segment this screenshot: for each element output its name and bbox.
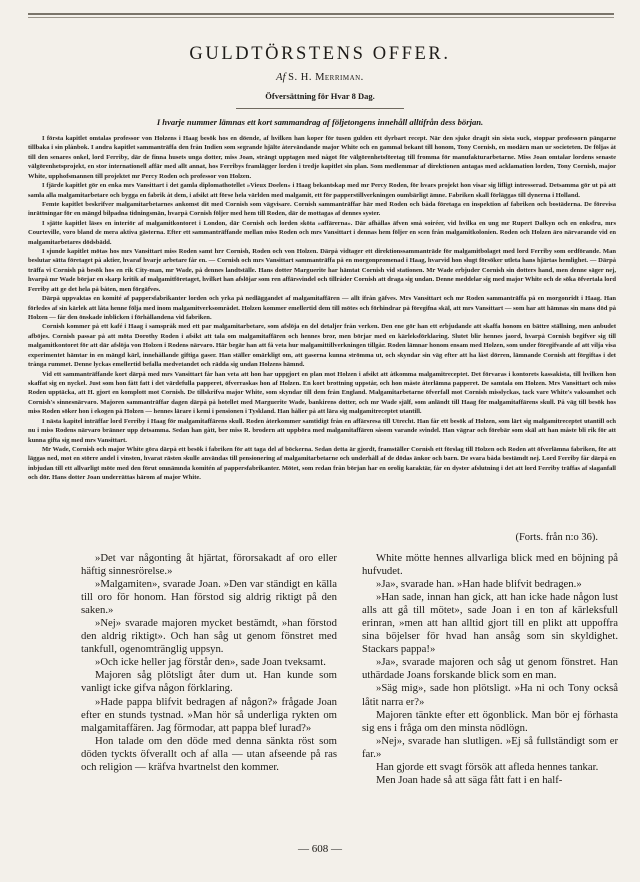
- author-name: S. H. Merriman.: [288, 72, 364, 83]
- column-paragraph: »Ja», svarade han. »Han hade blifvit bedragen.»: [376, 578, 582, 591]
- column-paragraph: »Det var någonting åt hjärtat, förorsakadt af oro eller häftig sinnesrörelse.»: [81, 552, 337, 578]
- continuation-note: (Forts. från n:o 36).: [515, 532, 598, 543]
- column-paragraph: White mötte hennes allvarliga blick med en böjning på hufvudet.: [362, 552, 618, 578]
- column-paragraph: Majoren såg plötsligt åter dum ut. Han kunde som vanligt icke gifva någon förklaring.: [81, 669, 337, 695]
- author-prefix: Af: [276, 72, 286, 83]
- summary-block: [28, 134, 616, 524]
- summary-paragraph: Vid ett sammanträffande kort därpå med mrs Vansittart får han veta att hon har uppgjort en plan mot Holzen i afsikt att åtkomma malgamitreceptet. Det förvaras i kontorets kassakista, till hvilken hon skaffat sig en nyckel. Just som hon fått fatt i det värdefulla papperet, öfverraskas hon af Holzen. En kort brottning uppstår, och hon måste återlämna papperet. De samtala om Holzen. Mrs Vansittart och miss Roden upptäcka, att H. gjort en komplott mot Cornish. De tillskrifva major White, som skyndar till dem från England. Malgamitarbetarne öfverfall mot Cornish misslyckas, tack vare White's vaksamhet och Cornish's sinnesnärvaro. Majoren sammanträffar dagen därpå på hotellet med Marguerite Wade, bankirens dotter, och mr Wade själf, som anländt till Haag för malgamitaffärens skull. På väg till besök hos miss Roden söker hon i ekogen på Holzen — hennes lärare i kemi i pensionen i Tyskland. Han hålier på att lära sig malgamitreceptet utantill.: [28, 370, 616, 416]
- translation-note: Öfversättning för Hvar 8 Dag.: [265, 91, 375, 101]
- top-border-rule: [28, 13, 614, 15]
- summary-paragraph: I sjätte kapitlet läses en interiör af malgamitkontoret i London, där Cornish och lorden sköta »affärerna». Där afhållas äfven små soiréer, vid hvilka en ung mr Rupert Dalkyn och en enksfru, mrs Courteville, voro bland de mera aktiva gästerna. Efter ett sammanträffande mellan miss Roden och mrs Vansittart i dennas hem följer en scen från malgamitkolonien. Roden och Holzen äro närvarande vid en malgamitarbetares dödsbädd.: [28, 219, 616, 246]
- column-paragraph: »Nej», svarade han slutligen. »Ej så fullständigt som er far.»: [362, 734, 618, 760]
- page-number: — 608 —: [298, 843, 342, 855]
- summary-paragraph: Därpå uppvaktas en komité af pappersfabrikanter lorden och yrka på nedläggandet af malgamitaffären — allt ifrån gäfves. Mrs Vansittart och mr Roden sammanträffa på en morgonridt i Haag. Han förledes af sin kärlek att låta henne följa med inom malgamitverksområdet. Holzen kommer emellertid dem till mötes och förhindrar på föregifna skäl, att mrs Vansittart — som har att hämnas sin mans död på Holzen — får den önskade inblicken i förhållandena vid fabriken.: [28, 295, 616, 322]
- column-paragraph: Men Joan hade så att säga fått fatt i en half-: [376, 773, 563, 786]
- summary-paragraph: I nästa kapitel inträffar lord Ferriby i Haag för malgamitaffärens skull. Roden återkommer samtidigt från en affärsresa till Utrecht. Han får ett besök af Holzen, som lärt sig malgamitreceptet utantill och nu i miss Rodens närvaro bränner upp detsamma. Sedan han gått, ber miss R. brodern att uppböra med malgamitaffären såsom varande svindel. Han vägrar och förebär som skäl att han måste bli rik för att kunna gifta sig med mrs Vansittart.: [28, 417, 616, 444]
- summary-paragraph: Cornish kommer på ett kafé i Haag i samspråk med ett par malgamitarbetare, som afslöja en del detaljer från verken. Den ene gör han ett erbjudande att skaffa honom en bättre ställning, men anbudet afböjes. Cornish passar på att möta Dorothy Roden i afsikt att tala om malgamitaffären och hennes bror, men börjar med en kärleksförklaring. Slutet blir hennes jaord, hvarpå Cornish begifver sig till malgamitkontoret för att där afslöja von Holzen i Rodens närvaro. Här begär han att få veta hur malgamittillverkningen tillgår. Roden lämnar honom ensam med Holzen, som under föregifvande af att vilja visa experimentet hämtar in en mängd kärl, innehållande giftiga gaser. Han ställer omärkligt om, att gaserna kunna strömma ut, och skyndar sin väg efter att ha låst dörren, lämnande Cornish att förgiftas i det trånga rummet. Denne lyckas emellertid befalla medvetandet och rädda sig undan Holzens hämnd.: [28, 323, 616, 369]
- column-paragraph: »Och icke heller jag förstår den», sade Joan tveksamt.: [95, 656, 326, 669]
- text-column-left: [81, 552, 337, 774]
- story-title: GULDTÖRSTENS OFFER.: [189, 44, 451, 64]
- summary-intro: I hvarje nummer lämnas ett kort sammandrag af följetongens innehåll alltifrån dess början.: [156, 117, 484, 127]
- column-paragraph: Han gjorde ett svagt försök att afleda hennes tankar.: [376, 760, 599, 773]
- summary-paragraph: Mr Wade, Cornish och major White göra därpå ett besök i fabriken för att taga del af böckerna. Sedan detta är gjordt, framställer Cornish ett förslag till Holzen och Roden att öfverlämna fabriken, för att läggas ned, mot en större andel i vinsten, hvarat rästen skulle användas till pensionering af malgamitarbetarne och underhåll af de dödas änkor och barn. De svara båda bestämdt nej. Lord Ferriby får därpå en inbjudan till ett allvarligt möte med den förut omnämnda komitén af pappersfabrikanter. Mötet, som redan från början har en orolig karaktär, får en dyster afslutning i det att lord Ferriby träffas af slaganfall och dör. Hans dotter Joan underrättas härom af major White.: [28, 445, 616, 482]
- column-paragraph: »Ja», svarade majoren och såg ut genom fönstret. Han uthärdade Joans forskande blick som en man.: [362, 656, 618, 682]
- column-paragraph: »Han sade, innan han gick, att han icke hade någon lust alls att gå till mötet», sade Joan i en ton af kärleksfull erinran, »men att han alltid gjort till en plikt att uppoffra sina böjelser för hvad han ansåg som sin skyldighet. Stackars pappa!»: [362, 591, 618, 656]
- summary-paragraph: Femte kapitlet beskrifver malgamitarbetarnes ankomst dit med Cornish som vägvisare. Cornish sammanträffar här med Roden och båda företaga en inspektion af fabriken och bostäderna. De förevisa inrättningar för en mängd bilpadna tidningsmän, hvarpå Cornish följer med hem till Roden, där de mottagas af dennes syster.: [28, 200, 616, 218]
- summary-paragraph: I fjärde kapitlet gör en enka mrs Vansittart i det gamla diplomathotellet »Vieux Doelen» i Haag bekantskap med mr Percy Roden, för hvars projekt hon visar sig lifligt intresserad. Detsamma gör ut på att samla alla malgamitarbetare och bygga en fabrik åt dem, i afsikt att förse hela världen med malgamit, ett för papperstillverkningen oumbärligt ämne. Fabriken skall förläggas till dynerna i Holland.: [28, 182, 616, 199]
- column-paragraph: »Malgamiten», svarade Joan. »Den var ständigt en källa till oro för honom. Han förstod sig aldrig riktigt på den saken.»: [81, 578, 337, 617]
- column-paragraph: Hon talade om den döde med denna sänkta röst som döden tyckts öfverallt och af alla — utan afseende på ras och religion — kräfva hvartnelst den kommer.: [81, 734, 337, 773]
- author-line: [0, 72, 640, 83]
- column-paragraph: »Hade pappa blifvit bedragen af någon?» frågade Joan efter en stunds tystnad. »Man hör så underliga rykten om malgamitaffären. Jag förmodar, att pappa blef lurad?»: [81, 695, 337, 734]
- text-column-right: [362, 552, 618, 787]
- column-paragraph: »Nej» svarade majoren mycket bestämdt, »han förstod den aldrig riktigt». Och han såg ut genom fönstret med tankfull, ogenomtränglig uppsyn.: [81, 617, 337, 656]
- column-paragraph: »Säg mig», sade hon plötsligt. »Ha ni och Tony också låtit narra er?»: [362, 682, 618, 708]
- title-divider: [236, 108, 404, 109]
- column-paragraph: Majoren tänkte efter ett ögonblick. Man bör ej förhasta sig ens i fråga om den minsta nödlögn.: [362, 708, 618, 734]
- summary-paragraph: I första kapitlet omtalas professor von Holzens i Haag besök hos en döende, af hvilken han koper för tusen gulden ett dyrbart recept. När den sjuke dragit sin sista suck, stoppar professorn pängarne tillbaka i sin plånbok. I andra kapitlet sammanträffa den från Indien som segrande hjälte återvändande major White och en gammal bekant till honom, Tony Cornish, en modärn man ur societeten. De följas åt till den senares onkel, lord Ferriby, där de finna husets unga dotter, miss Joan, strängt upptagen med något för välgörenhetsföretag till fromma för manufakturarbetarne. Miss Joan omtalar lordens senaste välgörenhetsprojekt, en stor internationell affär med allt annat, hos Ferribys framlägger lorden i tredje kapitlet sin plan. Som medlemmar af direktionen antagas med acklamation lorden, Tony Cornish, major White, upphofsmannen till projektet mr Percy Roden och professor von Holzen.: [28, 135, 616, 180]
- summary-paragraph: I sjunde kapitlet mötas hos mrs Vansittart miss Roden samt hrr Cornish, Roden och von Holzen. Därpå vidtager ett direktionssammanträde för malgamitbolaget med lord Ferriby som ordförande. Man beslutar sätta företaget på aktier, hvaraf hvarje arbetare får en. — Cornish och mrs Vansittart sammanträffa på en morgonpromenad i Haag, hvarvid hon slugt försöker utleta hans hjärtas hemlighet. — Därpå träffa vi Cornish på besök hos en rik City-man, mr Wade, på dennes landtställe. Hans dotter Marguerite har hämtat Cornish vid stationen. Mr Wade erbjuder Cornish sin dotters hand, men denne säger nej, hvarpå mr Wade börjar en skarp kritik af malgamitföretaget, hvilket han afslöjar som ren affärsvindel och tillråder Cornish att draga sig undan. Denne meddelar sig med major White och de söka öfvertala lord Ferriby att ge det hela på båten, men förgäfves.: [28, 248, 616, 293]
- top-border-rule-thin: [28, 17, 614, 18]
